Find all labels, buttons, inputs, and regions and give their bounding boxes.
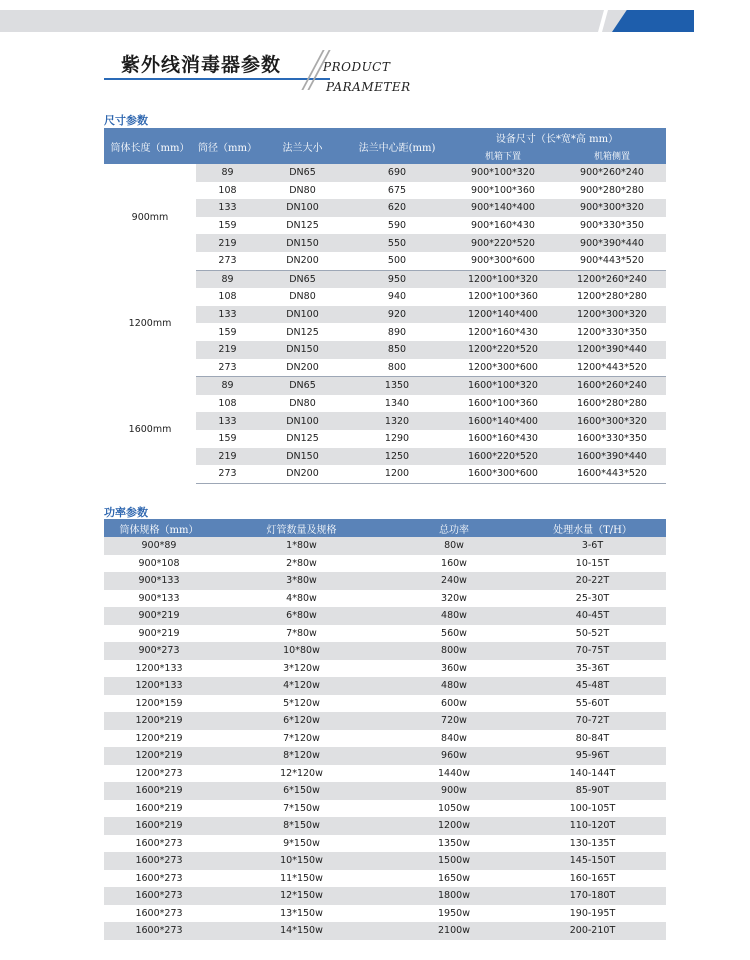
flange-cell: DN125: [286, 433, 319, 445]
spec-cell: 1600*273: [135, 872, 183, 884]
col-header-under: 机箱下置: [448, 147, 558, 164]
lamp-cell: 6*120w: [214, 712, 389, 730]
spec-cell: 1600*273: [104, 852, 214, 870]
col-header-lamps: 灯管数量及规格: [214, 519, 389, 537]
center-distance-cell: 1290: [384, 433, 410, 445]
side-size-cell: 1200*260*240: [558, 270, 666, 288]
spec-cell: 1200*219: [104, 747, 214, 765]
spec-cell: 1200*219: [104, 712, 214, 730]
flow-cell: 95-96T: [519, 747, 666, 765]
lamp-cell: 7*150w: [283, 802, 320, 814]
col-header-equip: 设备尺寸（长*宽*高 mm）: [448, 128, 666, 147]
under-size-cell: 900*100*320: [448, 164, 558, 182]
flange-cell: DN80: [289, 291, 316, 303]
under-size-cell: 900*140*400: [448, 199, 558, 217]
flow-cell: 100-105T: [569, 802, 616, 814]
flange-cell: DN100: [259, 412, 346, 430]
power-cell: 1350w: [438, 837, 470, 849]
side-size-cell: 1200*300*320: [558, 306, 666, 324]
lamp-cell: 3*120w: [283, 662, 320, 674]
flow-cell: 85-90T: [519, 782, 666, 800]
center-distance-cell: 1320: [346, 412, 448, 430]
table-row: [104, 572, 666, 590]
page-subtitle-line1: PRODUCT: [323, 60, 391, 74]
col-header-flange: 法兰大小: [259, 128, 346, 164]
flange-cell: DN150: [259, 341, 346, 359]
table-row: [104, 922, 666, 940]
flow-cell: 40-45T: [519, 607, 666, 625]
diameter-cell: 273: [196, 252, 259, 270]
table-row: [104, 677, 666, 695]
side-size-cell: 1600*300*320: [558, 412, 666, 430]
under-size-cell: 1200*300*600: [448, 359, 558, 377]
flow-cell: 200-210T: [519, 922, 666, 940]
flow-cell: 70-72T: [519, 712, 666, 730]
flow-cell: 10-15T: [575, 557, 610, 569]
power-cell: 900w: [389, 782, 519, 800]
under-size-cell: 1200*140*400: [448, 306, 558, 324]
under-size-cell: 1600*160*430: [468, 433, 538, 445]
lamp-cell: 10*150w: [214, 852, 389, 870]
top-banner: [0, 10, 694, 32]
col-header-center: 法兰中心距(mm): [346, 128, 448, 164]
diameter-cell: 273: [196, 465, 259, 483]
table-row: [104, 537, 666, 555]
table-row: [104, 782, 666, 800]
flange-cell: DN125: [286, 326, 319, 338]
page-title: 紫外线消毒器参数: [121, 54, 282, 76]
flow-cell: 70-75T: [519, 642, 666, 660]
lamp-cell: 14*150w: [214, 922, 389, 940]
table-row: [104, 852, 666, 870]
power-cell: 2100w: [389, 922, 519, 940]
table-row: [104, 747, 666, 765]
table-row: [104, 625, 666, 643]
diameter-cell: 108: [218, 291, 237, 303]
col-header-side: 机箱侧置: [558, 147, 666, 164]
table-row: [104, 555, 666, 573]
flange-cell: DN200: [259, 252, 346, 270]
center-distance-cell: 1340: [384, 398, 410, 410]
side-size-cell: 1200*443*520: [558, 359, 666, 377]
table-row: [104, 642, 666, 660]
side-size-cell: 1200*330*350: [577, 326, 647, 338]
page-subtitle-line2: PARAMETER: [326, 80, 411, 94]
spec-cell: 1600*273: [104, 887, 214, 905]
flow-cell: 55-60T: [575, 697, 610, 709]
lamp-cell: 11*150w: [280, 872, 323, 884]
center-distance-cell: 920: [346, 306, 448, 324]
under-size-cell: 900*100*360: [471, 184, 535, 196]
table-row: [104, 817, 666, 835]
diameter-cell: 159: [218, 220, 237, 232]
flange-cell: DN100: [259, 306, 346, 324]
lamp-cell: 6*80w: [214, 607, 389, 625]
flow-cell: 190-195T: [569, 907, 616, 919]
lamp-cell: 8*120w: [214, 747, 389, 765]
table-row: [104, 730, 666, 748]
spec-cell: 1200*133: [104, 677, 214, 695]
lamp-cell: 4*80w: [286, 592, 317, 604]
diameter-cell: 133: [196, 412, 259, 430]
power-cell: 1650w: [438, 872, 470, 884]
center-distance-cell: 590: [387, 220, 407, 232]
side-size-cell: 1200*390*440: [558, 341, 666, 359]
spec-cell: 1600*219: [104, 782, 214, 800]
title-divider: [301, 50, 324, 90]
flow-cell: 25-30T: [575, 592, 610, 604]
table-row: [104, 765, 666, 783]
lamp-cell: 13*150w: [280, 907, 323, 919]
side-size-cell: 900*300*320: [558, 199, 666, 217]
power-cell: 240w: [389, 572, 519, 590]
lamp-cell: 5*120w: [283, 697, 320, 709]
under-size-cell: 1600*100*360: [468, 398, 538, 410]
power-cell: 1950w: [438, 907, 470, 919]
side-size-cell: 900*330*350: [580, 220, 644, 232]
col-header-length: 筒体长度（mm）: [104, 128, 196, 164]
center-distance-cell: 890: [387, 326, 407, 338]
power-cell: 1050w: [438, 802, 470, 814]
under-size-cell: 1600*220*520: [448, 448, 558, 466]
center-distance-cell: 690: [346, 164, 448, 182]
lamp-cell: 10*80w: [214, 642, 389, 660]
flow-cell: 170-180T: [519, 887, 666, 905]
spec-cell: 1600*273: [104, 922, 214, 940]
spec-cell: 1200*273: [135, 767, 183, 779]
flow-cell: 45-48T: [519, 677, 666, 695]
flow-cell: 80-84T: [575, 732, 610, 744]
flange-cell: DN65: [259, 164, 346, 182]
power-table: [104, 519, 666, 940]
under-size-cell: 1600*300*600: [448, 465, 558, 483]
power-cell: 800w: [389, 642, 519, 660]
under-size-cell: 1200*220*520: [448, 341, 558, 359]
spec-cell: 1200*133: [135, 662, 183, 674]
under-size-cell: 900*300*600: [448, 252, 558, 270]
lamp-cell: 3*80w: [214, 572, 389, 590]
power-cell: 1440w: [438, 767, 470, 779]
power-cell: 840w: [441, 732, 467, 744]
side-size-cell: 1600*330*350: [577, 433, 647, 445]
flow-cell: 145-150T: [519, 852, 666, 870]
spec-cell: 1600*219: [104, 817, 214, 835]
diameter-cell: 273: [196, 359, 259, 377]
side-size-cell: 1600*443*520: [558, 465, 666, 483]
table-row: [104, 695, 666, 713]
power-cell: 600w: [441, 697, 467, 709]
power-cell: 1500w: [389, 852, 519, 870]
spec-cell: 1600*219: [135, 802, 183, 814]
flange-cell: DN125: [286, 220, 319, 232]
length-group-cell: 1600mm: [104, 377, 196, 484]
under-size-cell: 1200*160*430: [468, 326, 538, 338]
length-group-cell: 900mm: [104, 164, 196, 270]
flow-cell: 160-165T: [569, 872, 616, 884]
table-row: [104, 905, 666, 923]
side-size-cell: 1600*390*440: [558, 448, 666, 466]
spec-cell: 900*133: [104, 572, 214, 590]
under-size-cell: 900*160*430: [471, 220, 535, 232]
power-cell: 720w: [389, 712, 519, 730]
power-cell: 320w: [441, 592, 467, 604]
under-size-cell: 900*220*520: [448, 234, 558, 252]
side-size-cell: 900*390*440: [558, 234, 666, 252]
size-table: [104, 128, 666, 484]
lamp-cell: 9*150w: [283, 837, 320, 849]
col-header-diameter: 筒径（mm）: [196, 128, 259, 164]
diameter-cell: 108: [218, 184, 237, 196]
lamp-cell: 7*120w: [283, 732, 320, 744]
spec-cell: 900*133: [138, 592, 180, 604]
flange-cell: DN65: [259, 377, 346, 395]
center-distance-cell: 850: [346, 341, 448, 359]
center-distance-cell: 500: [346, 252, 448, 270]
length-group-cell: 1200mm: [104, 270, 196, 377]
center-distance-cell: 1250: [346, 448, 448, 466]
spec-cell: 1600*273: [135, 907, 183, 919]
flange-cell: DN150: [259, 234, 346, 252]
size-section-title: 尺寸参数: [104, 114, 148, 127]
flange-cell: DN65: [259, 270, 346, 288]
under-size-cell: 1200*100*320: [448, 270, 558, 288]
flange-cell: DN80: [289, 398, 316, 410]
spec-cell: 1600*273: [135, 837, 183, 849]
lamp-cell: 12*120w: [280, 767, 323, 779]
flow-cell: 20-22T: [519, 572, 666, 590]
power-cell: 80w: [389, 537, 519, 555]
lamp-cell: 8*150w: [214, 817, 389, 835]
flow-cell: 35-36T: [575, 662, 610, 674]
power-cell: 1800w: [389, 887, 519, 905]
table-row: [104, 800, 666, 818]
flow-cell: 110-120T: [519, 817, 666, 835]
spec-cell: 900*219: [138, 627, 180, 639]
diameter-cell: 133: [196, 199, 259, 217]
diameter-cell: 89: [196, 164, 259, 182]
side-size-cell: 900*280*280: [580, 184, 644, 196]
col-header-spec: 筒体规格（mm）: [104, 519, 214, 537]
col-header-flow: 处理水量（T/H）: [519, 519, 666, 537]
diameter-cell: 89: [196, 270, 259, 288]
power-cell: 960w: [389, 747, 519, 765]
spec-cell: 900*273: [104, 642, 214, 660]
spec-cell: 900*219: [104, 607, 214, 625]
center-distance-cell: 1200: [346, 465, 448, 483]
table-row: [104, 887, 666, 905]
lamp-cell: 1*80w: [214, 537, 389, 555]
table-row: [104, 870, 666, 888]
banner-stripe: [598, 10, 608, 32]
diameter-cell: 219: [196, 448, 259, 466]
title-underline: [104, 78, 330, 80]
under-size-cell: 1600*100*320: [448, 377, 558, 395]
flow-cell: 50-52T: [575, 627, 610, 639]
table-row: [104, 270, 666, 288]
diameter-cell: 219: [196, 341, 259, 359]
col-header-power: 总功率: [389, 519, 519, 537]
power-cell: 360w: [441, 662, 467, 674]
diameter-cell: 159: [218, 433, 237, 445]
table-row: [104, 164, 666, 182]
diameter-cell: 159: [218, 326, 237, 338]
flow-cell: 140-144T: [569, 767, 616, 779]
power-cell: 480w: [389, 677, 519, 695]
flange-cell: DN150: [259, 448, 346, 466]
flow-cell: 3-6T: [519, 537, 666, 555]
table-row: [104, 835, 666, 853]
diameter-cell: 108: [218, 398, 237, 410]
power-cell: 560w: [441, 627, 467, 639]
under-size-cell: 1200*100*360: [468, 291, 538, 303]
table-row: [104, 377, 666, 395]
lamp-cell: 6*150w: [214, 782, 389, 800]
power-cell: 160w: [441, 557, 467, 569]
center-distance-cell: 940: [387, 291, 407, 303]
lamp-cell: 4*120w: [214, 677, 389, 695]
flange-cell: DN200: [259, 359, 346, 377]
center-distance-cell: 675: [387, 184, 407, 196]
center-distance-cell: 550: [346, 234, 448, 252]
diameter-cell: 89: [196, 377, 259, 395]
side-size-cell: 900*260*240: [558, 164, 666, 182]
power-section-title: 功率参数: [104, 506, 148, 519]
center-distance-cell: 800: [346, 359, 448, 377]
spec-cell: 900*108: [138, 557, 180, 569]
diameter-cell: 219: [196, 234, 259, 252]
diameter-cell: 133: [196, 306, 259, 324]
center-distance-cell: 1350: [346, 377, 448, 395]
side-size-cell: 1200*280*280: [577, 291, 647, 303]
center-distance-cell: 620: [346, 199, 448, 217]
spec-cell: 1200*159: [135, 697, 183, 709]
spec-cell: 900*89: [104, 537, 214, 555]
table-row: [104, 712, 666, 730]
table-row: [104, 607, 666, 625]
flow-cell: 130-135T: [569, 837, 616, 849]
table-row: [104, 590, 666, 608]
flange-cell: DN200: [259, 465, 346, 483]
lamp-cell: 12*150w: [214, 887, 389, 905]
side-size-cell: 1600*260*240: [558, 377, 666, 395]
power-cell: 480w: [389, 607, 519, 625]
spec-cell: 1200*219: [135, 732, 183, 744]
power-cell: 1200w: [389, 817, 519, 835]
lamp-cell: 2*80w: [286, 557, 317, 569]
under-size-cell: 1600*140*400: [448, 412, 558, 430]
center-distance-cell: 950: [346, 270, 448, 288]
side-size-cell: 1600*280*280: [577, 398, 647, 410]
side-size-cell: 900*443*520: [558, 252, 666, 270]
flange-cell: DN80: [289, 184, 316, 196]
banner-accent: [612, 10, 694, 32]
flange-cell: DN100: [259, 199, 346, 217]
lamp-cell: 7*80w: [286, 627, 317, 639]
table-row: [104, 660, 666, 678]
